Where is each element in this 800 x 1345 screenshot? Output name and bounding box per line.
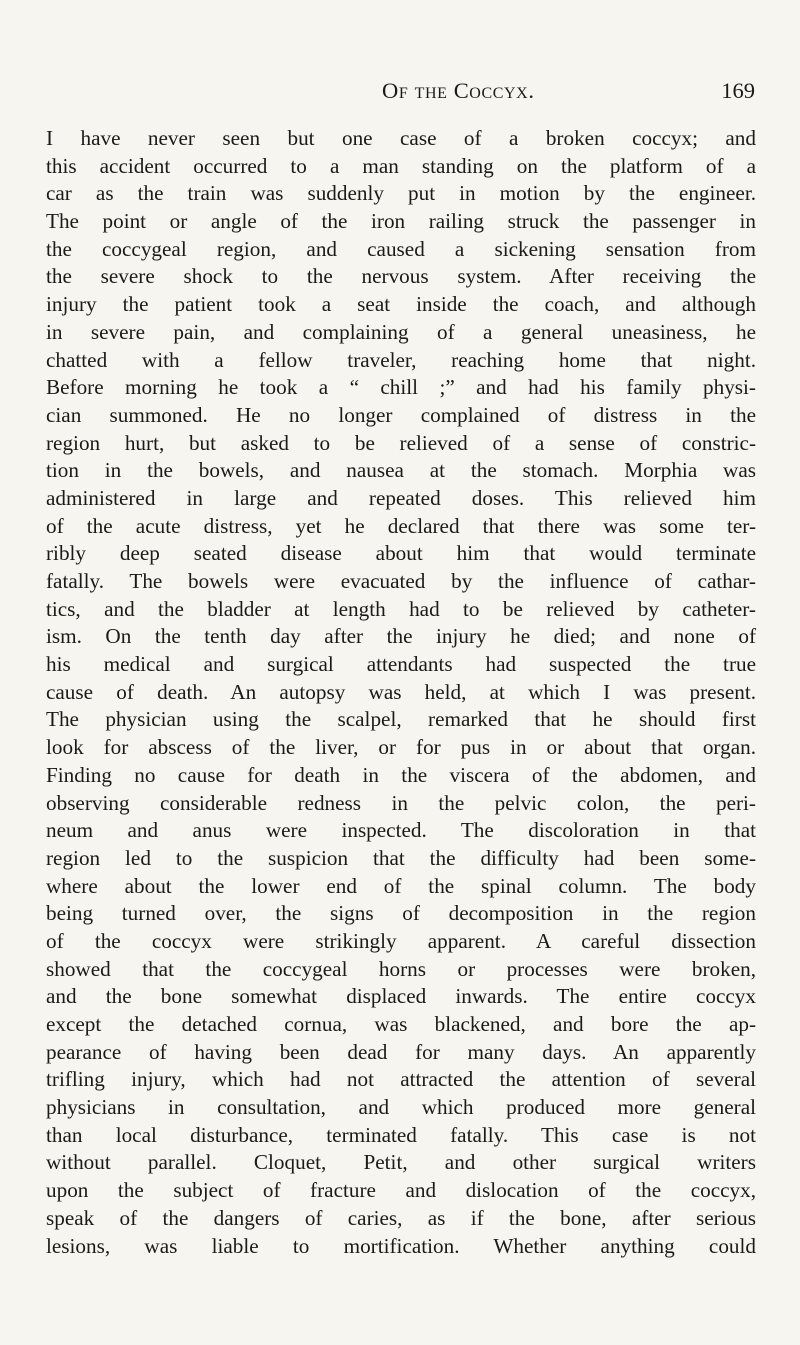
text-line: injury the patient took a seat inside the coach, and although: [46, 292, 756, 317]
page-number: 169: [721, 78, 755, 103]
running-head: [0, 78, 800, 108]
text-line: region hurt, but asked to be relieved of a sense of constric-: [46, 430, 756, 455]
text-line: The physician using the scalpel, remarked that he should first: [46, 707, 756, 732]
text-line: observing considerable redness in the pelvic colon, the peri-: [46, 790, 756, 815]
text-line: cian summoned. He no longer complained of distress in the: [46, 402, 756, 427]
text-line: neum and anus were inspected. The discoloration in that: [46, 818, 756, 843]
text-line: look for abscess of the liver, or for pus in or about that organ.: [46, 735, 756, 760]
text-line: Before morning he took a “ chill ;” and had his family physi-: [46, 375, 756, 400]
text-line: being turned over, the signs of decomposition in the region: [46, 901, 756, 926]
text-line: chatted with a fellow traveler, reaching home that night.: [46, 347, 756, 372]
text-line: where about the lower end of the spinal column. The body: [46, 873, 756, 898]
text-line: the severe shock to the nervous system. After receiving the: [46, 264, 756, 289]
text-line: car as the train was suddenly put in motion by the engineer.: [46, 181, 756, 206]
text-line: tics, and the bladder at length had to be relieved by catheter-: [46, 596, 756, 621]
text-line: his medical and surgical attendants had suspected the true: [46, 652, 756, 677]
text-line: cause of death. An autopsy was held, at which I was present.: [46, 679, 756, 704]
text-line: ribly deep seated disease about him that would terminate: [46, 541, 756, 566]
text-line: fatally. The bowels were evacuated by the influence of cathar-: [46, 569, 756, 593]
text-line: tion in the bowels, and nausea at the stomach. Morphia was: [46, 458, 756, 483]
text-line: I have never seen but one case of a broken coccyx; and: [46, 126, 756, 150]
text-line: ism. On the tenth day after the injury he died; and none of: [46, 624, 756, 649]
text-line: this accident occurred to a man standing on the platform of a: [46, 153, 756, 178]
text-line: speak of the dangers of caries, as if the bone, after serious: [46, 1205, 756, 1230]
text-line: the coccygeal region, and caused a sickening sensation from: [46, 236, 756, 261]
text-line: of the coccyx were strikingly apparent. A careful dissection: [46, 928, 756, 953]
text-line: of the acute distress, yet he declared that there was some ter-: [46, 513, 756, 538]
text-line: Finding no cause for death in the viscera of the abdomen, and: [46, 762, 756, 787]
text-line: physicians in consultation, and which produced more general: [46, 1095, 756, 1120]
text-line: administered in large and repeated doses. This relieved him: [46, 485, 756, 510]
text-line: in severe pain, and complaining of a general uneasiness, he: [46, 319, 756, 344]
body-paragraph: [46, 125, 756, 1260]
text-line: showed that the coccygeal horns or processes were broken,: [46, 956, 756, 981]
text-line: upon the subject of fracture and dislocation of the coccyx,: [46, 1178, 756, 1203]
text-line: lesions, was liable to mortification. Whether anything could: [46, 1233, 756, 1258]
text-line: without parallel. Cloquet, Petit, and other surgical writers: [46, 1150, 756, 1175]
running-head-title: Of the Coccyx.: [382, 78, 535, 103]
text-line: pearance of having been dead for many days. An apparently: [46, 1039, 756, 1064]
text-line: trifling injury, which had not attracted the attention of several: [46, 1067, 756, 1092]
text-line: region led to the suspicion that the difficulty had been some-: [46, 845, 756, 870]
text-line: than local disturbance, terminated fatally. This case is not: [46, 1122, 756, 1147]
text-line: The point or angle of the iron railing struck the passenger in: [46, 209, 756, 234]
text-line: and the bone somewhat displaced inwards. The entire coccyx: [46, 984, 756, 1009]
text-line: except the detached cornua, was blackened, and bore the ap-: [46, 1012, 756, 1036]
